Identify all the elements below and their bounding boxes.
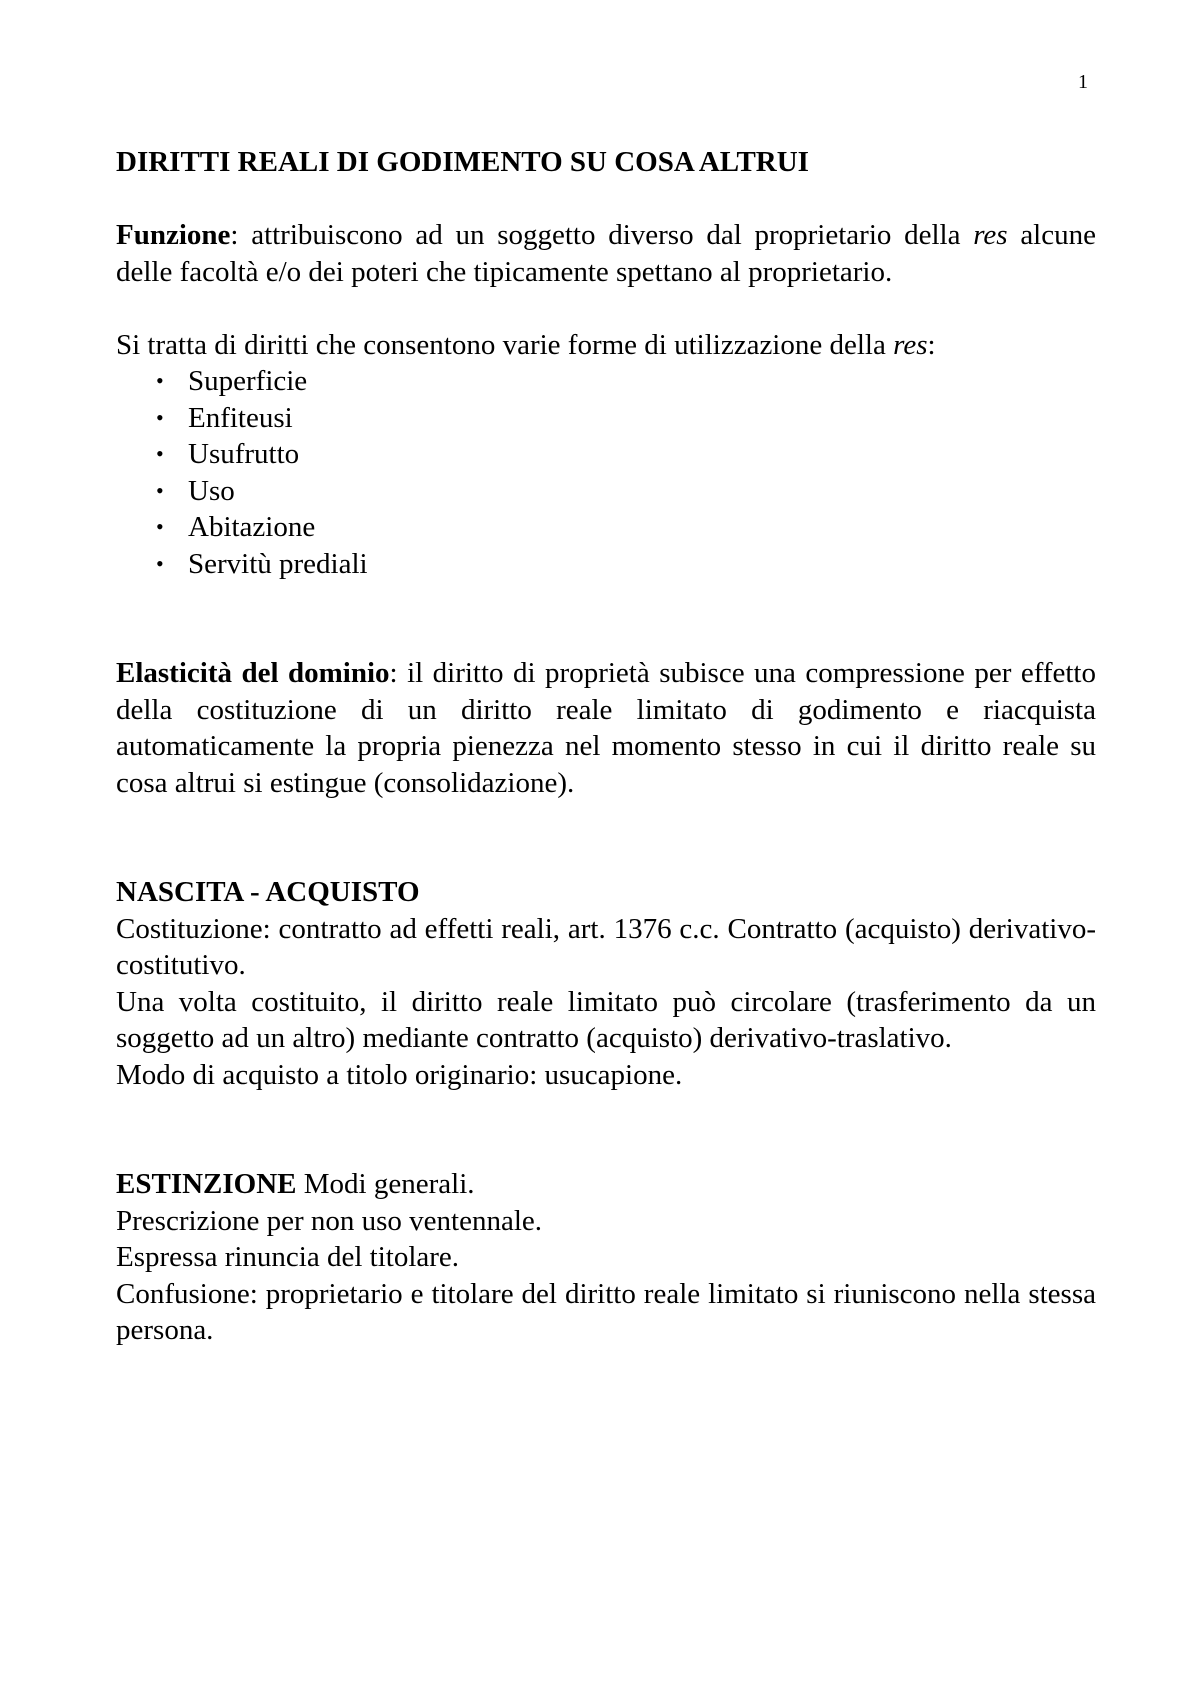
costituzione-paragraph: Costituzione: contratto ad effetti reali, art. 1376 c.c. Contratto (acquisto) derivativo-costitutivo. — [116, 912, 1096, 981]
bullet-icon: • — [156, 368, 164, 393]
list-item-label: Abitazione — [188, 511, 316, 543]
rinuncia-paragraph: Espressa rinuncia del titolare. — [116, 1241, 460, 1273]
list-item — [116, 363, 1096, 400]
nascita-heading-text: NASCITA - ACQUISTO — [116, 876, 420, 908]
list-item-label: Uso — [188, 474, 235, 507]
list-item-label: Servitù prediali — [188, 547, 368, 580]
funzione-label: Funzione — [116, 219, 231, 251]
list-item — [116, 436, 1096, 473]
forme-intro — [116, 327, 1096, 364]
list-item-label: Enfiteusi — [188, 401, 293, 434]
list-item — [116, 400, 1096, 437]
forme-res: res — [893, 328, 928, 361]
funzione-text: : attribuiscono ad un soggetto diverso dal proprietario della — [230, 219, 974, 251]
bullet-icon: • — [156, 550, 164, 576]
bullet-icon: • — [156, 514, 164, 539]
funzione-paragraph — [116, 217, 1096, 290]
bullet-icon: • — [156, 477, 164, 503]
bullet-icon: • — [156, 441, 164, 466]
list-item-label: Usufrutto — [188, 438, 300, 470]
document-title: DIRITTI REALI DI GODIMENTO SU COSA ALTRUI — [116, 146, 809, 178]
list-item — [116, 473, 1096, 510]
circolazione-paragraph: Una volta costituito, il diritto reale limitato può circolare (trasferimento da un soggetto ad un altro) mediante contratto (acquisto) derivativo-traslativo. — [116, 985, 1096, 1054]
prescrizione-paragraph: Prescrizione per non uso ventennale. — [116, 1204, 542, 1237]
rights-list — [116, 363, 1096, 582]
list-item — [116, 509, 1096, 546]
list-item — [116, 546, 1096, 583]
estinzione-heading-text: ESTINZIONE — [116, 1168, 297, 1200]
page-number: 1 — [1078, 71, 1088, 93]
funzione-text-end: alcune delle facoltà e/o dei poteri che tipicamente spettano al proprietario. — [116, 219, 1096, 288]
bullet-icon: • — [156, 404, 164, 430]
elasticita-text: : il diritto di proprietà subisce una compressione per effetto della costituzione di un diritto reale limitato di godimento e riacquista automaticamente la propria pienezza nel momento stesso in cui il diritto reale su cosa altrui si estingue (consolidazione). — [116, 657, 1096, 799]
originario-paragraph: Modo di acquisto a titolo originario: usucapione. — [116, 1058, 683, 1091]
elasticita-paragraph — [116, 655, 1096, 801]
list-item-label: Superficie — [188, 365, 308, 397]
document-body — [116, 144, 1096, 1349]
nascita-heading — [116, 874, 1096, 911]
forme-intro-colon: : — [927, 328, 936, 361]
confusione-paragraph: Confusione: proprietario e titolare del diritto reale limitato si riuniscono nella stessa persona. — [116, 1277, 1096, 1346]
estinzione-heading — [116, 1166, 1096, 1203]
forme-intro-text: Si tratta di diritti che consentono varie forme di utilizzazione della — [116, 328, 894, 361]
funzione-res: res — [973, 219, 1008, 251]
estinzione-heading-rest: Modi generali. — [296, 1168, 475, 1200]
elasticita-label: Elasticità del dominio — [116, 657, 390, 689]
